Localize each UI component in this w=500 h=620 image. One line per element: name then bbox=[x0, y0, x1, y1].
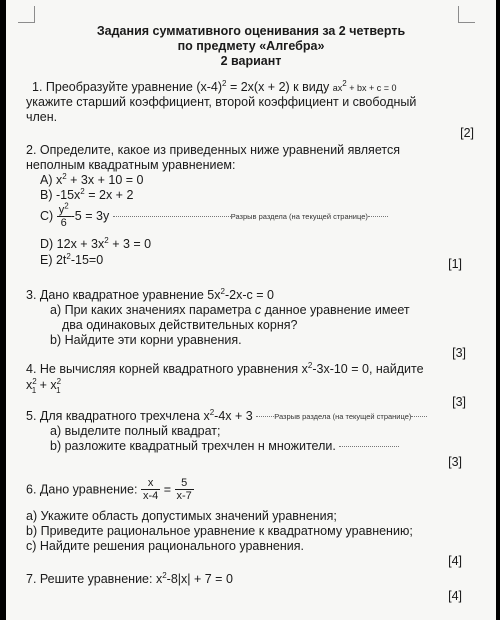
q3-line-1: 3. Дано квадратное уравнение $5x^2-2x-c = 0$ bbox=[26, 286, 274, 302]
q3-item-a-2: два одинаковых действительных корня? bbox=[62, 318, 298, 332]
doc-title bbox=[6, 24, 496, 69]
q5-item-a: а) выделите полный квадрат; bbox=[50, 424, 221, 438]
q1-points: [2] bbox=[460, 126, 474, 140]
q2-c-fraction: $\frac{y^2}{6}$ bbox=[58, 201, 69, 229]
page-break-line bbox=[368, 216, 388, 217]
q3-points: [3] bbox=[452, 346, 466, 360]
q2-points: [1] bbox=[448, 257, 462, 271]
page-break-line bbox=[256, 416, 274, 417]
q6-item-b: b) Приведите рациональное уравнение к квадратному уравнению; bbox=[26, 524, 413, 538]
q2-option-d: D) $12x + 3x^2 + 3 = 0$ bbox=[40, 235, 152, 251]
q5-points: [3] bbox=[448, 455, 462, 469]
q5-item-b: b) разложите квадратный трехчлен н множители. bbox=[50, 439, 399, 454]
q1-line-3: член. bbox=[26, 110, 58, 124]
q2-option-a: A) $x^2 + 3x + 10 = 0$ bbox=[40, 171, 144, 187]
crop-mark-top-right bbox=[458, 6, 475, 23]
q2-option-e: E) $2t^2-15=0$ bbox=[40, 251, 104, 267]
page-break-line bbox=[411, 416, 427, 417]
q6-fraction-right: $\frac{5}{x-7}$ bbox=[176, 477, 192, 503]
q3-item-b: b) Найдите эти корни уравнения. bbox=[50, 333, 242, 347]
page-break-line bbox=[113, 216, 231, 217]
q1-line-2: укажите старший коэффициент, второй коэффициент и свободный bbox=[26, 95, 417, 109]
q6-points: [4] bbox=[448, 554, 462, 568]
crop-mark-top-left bbox=[18, 6, 35, 23]
q2-option-b: B) $-15x^2 = 2x + 2$ bbox=[40, 186, 134, 202]
title-line-1: Задания суммативного оценивания за 2 четверть bbox=[96, 24, 406, 38]
q7-line-1: 7. Решите уравнение: $x^2-8|x| + 7 = 0$ bbox=[26, 570, 233, 586]
page-break-line bbox=[339, 446, 399, 447]
page-break-label: Разрыв раздела (на текущей странице) bbox=[274, 412, 412, 422]
q4-line-1: 4. Не вычисляя корней квадратного уравнения $x^2-3x-10 = 0$, найдите bbox=[26, 360, 424, 376]
document-page bbox=[6, 0, 496, 620]
q7-points: [4] bbox=[448, 589, 462, 603]
q1-line-1: 1. Преобразуйте уравнение $(x-4)^2 = 2x(x + 2)$ к виду $ax^2$ + bx + c = 0 bbox=[32, 78, 397, 94]
q2-line-1: 2. Определите, какое из приведенных ниже уравнений является bbox=[26, 143, 400, 157]
q4-line-2: $x^2_1 + x^2_1$ bbox=[26, 376, 62, 395]
page-break-label: Разрыв раздела (на текущей странице) bbox=[230, 212, 368, 221]
q5-line-1: 5. Для квадратного трехчлена $x^2-4x + 3$ Разрыв раздела (на текущей странице) bbox=[26, 409, 427, 424]
q2-line-2: неполным квадратным уравнением: bbox=[26, 158, 236, 172]
title-line-2: по предмету «Алгебра» bbox=[177, 39, 325, 53]
title-line-3: 2 вариант bbox=[220, 54, 282, 68]
q3-item-a-1: а) При каких значениях параметра с данное уравнение имеет bbox=[50, 303, 410, 317]
q6-line-1: 6. Дано уравнение: $\frac{x}{x-4}$ = $\frac{5}{x-7}$ bbox=[26, 477, 192, 503]
q6-fraction-left: $\frac{x}{x-4}$ bbox=[142, 477, 159, 503]
q6-item-a: а) Укажите область допустимых значений уравнения; bbox=[26, 509, 337, 523]
q2-option-c: C) $\frac{y^2}{6}$ -5 = 3y Разрыв раздела (на текущей странице) bbox=[40, 204, 388, 229]
q4-points: [3] bbox=[452, 395, 466, 409]
q6-item-c: c) Найдите решения рационального уравнения. bbox=[26, 539, 305, 553]
